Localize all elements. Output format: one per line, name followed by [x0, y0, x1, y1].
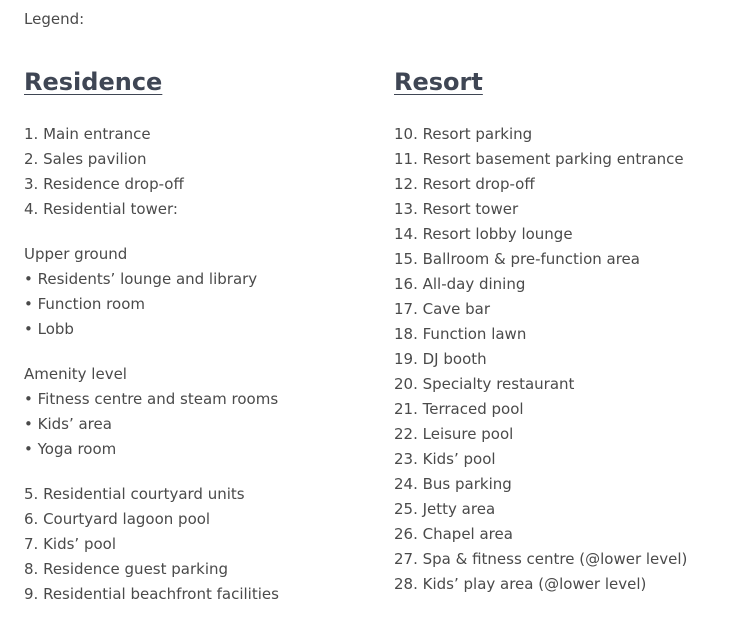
list-item: 22. Leisure pool: [394, 425, 514, 443]
list-item: 12. Resort drop-off: [394, 175, 535, 193]
list-item: • Fitness centre and steam rooms: [24, 390, 279, 408]
list-item: 20. Specialty restaurant: [394, 375, 575, 393]
upper-ground-list: [24, 242, 374, 342]
list-item: 11. Resort basement parking entrance: [394, 150, 684, 168]
amenity-level-list: [24, 362, 374, 462]
resort-column: [394, 66, 734, 597]
residence-column: [24, 66, 374, 607]
list-item: 9. Residential beachfront facilities: [24, 585, 279, 603]
amenity-level-title: Amenity level: [24, 365, 127, 383]
list-item: • Residents’ lounge and library: [24, 270, 258, 288]
upper-ground-title: Upper ground: [24, 245, 128, 263]
list-item: • Lobb: [24, 320, 74, 338]
list-item: 27. Spa & fitness centre (@lower level): [394, 550, 688, 568]
list-item: 7. Kids’ pool: [24, 535, 116, 553]
list-item: 17. Cave bar: [394, 300, 491, 318]
list-item: 24. Bus parking: [394, 475, 512, 493]
list-item: 23. Kids’ pool: [394, 450, 496, 468]
legend-label: Legend:: [24, 10, 85, 28]
list-item: 28. Kids’ play area (@lower level): [394, 575, 647, 593]
list-item: 14. Resort lobby lounge: [394, 225, 573, 243]
list-item: 6. Courtyard lagoon pool: [24, 510, 211, 528]
list-item: • Kids’ area: [24, 415, 112, 433]
list-item: 10. Resort parking: [394, 125, 533, 143]
resort-heading: Resort: [394, 68, 483, 96]
list-item: • Yoga room: [24, 440, 117, 458]
list-item: 16. All-day dining: [394, 275, 526, 293]
list-item: 26. Chapel area: [394, 525, 513, 543]
list-item: 8. Residence guest parking: [24, 560, 229, 578]
list-item: 15. Ballroom & pre-function area: [394, 250, 640, 268]
list-item: • Function room: [24, 295, 145, 313]
resort-list: [394, 122, 734, 597]
list-item: 19. DJ booth: [394, 350, 487, 368]
list-item: 1. Main entrance: [24, 125, 151, 143]
residence-more-list: [24, 482, 374, 607]
residence-main-list: [24, 122, 374, 222]
list-item: 4. Residential tower:: [24, 200, 178, 218]
residence-heading: Residence: [24, 68, 163, 96]
list-item: 2. Sales pavilion: [24, 150, 147, 168]
list-item: 25. Jetty area: [394, 500, 496, 518]
list-item: 21. Terraced pool: [394, 400, 524, 418]
list-item: 3. Residence drop-off: [24, 175, 184, 193]
list-item: 18. Function lawn: [394, 325, 527, 343]
list-item: 13. Resort tower: [394, 200, 519, 218]
list-item: 5. Residential courtyard units: [24, 485, 245, 503]
